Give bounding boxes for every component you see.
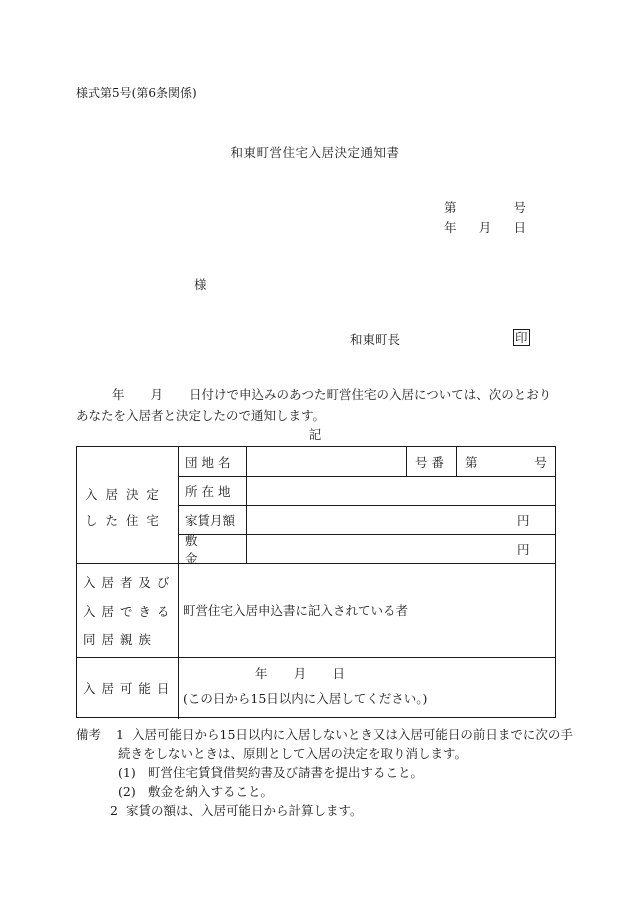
move-in-year: 年 <box>255 666 268 681</box>
move-in-month: 月 <box>293 666 307 681</box>
move-in-note-text: (この日から15日以内に入居してください。) <box>183 691 428 706</box>
family-value: 町営住宅入居申込書に記入されている者 <box>183 603 409 618</box>
section-family-line2-text: 入 居 で き る <box>83 604 171 619</box>
complex-name-label <box>185 447 243 476</box>
section-housing-line1 <box>85 485 171 503</box>
seal-mark: 印 <box>515 330 528 345</box>
number-label <box>415 447 453 476</box>
move-in-note <box>183 688 555 708</box>
note-1-number: 1 <box>116 727 124 742</box>
form-number: 様式第5号(第6条関係) <box>76 86 197 100</box>
note-2-text: 家賃の額は、入居可能日から計算します。 <box>126 803 363 818</box>
date-year: 年 <box>444 220 457 235</box>
date-month: 月 <box>478 220 492 235</box>
section-family-line1 <box>83 573 175 591</box>
section-family-line1-text: 入 居 者 及 び <box>83 575 171 590</box>
sender-name: 和東町長 <box>350 332 401 347</box>
section-family-line3 <box>83 630 175 648</box>
note-sub-1-number: (1) <box>118 765 136 780</box>
body-text: 日付けで申込みのあつた町営住宅の入居については、次のとおりあなたを入居者と決定したので通知します。 <box>76 387 552 423</box>
document-date <box>444 218 526 236</box>
note-sub-2-number: (2) <box>118 784 136 799</box>
note-sub-2-text: 敷金を納入すること。 <box>148 784 274 799</box>
number-suffix: 号 <box>534 454 547 470</box>
move-in-date-field[interactable] <box>255 664 345 682</box>
number-field[interactable] <box>465 447 547 476</box>
section-housing-line2 <box>85 511 171 529</box>
body-paragraph <box>76 384 556 426</box>
number-label-text: 号 番 <box>415 454 444 470</box>
location-label-text: 所 在 地 <box>185 483 231 499</box>
remarks-label: 備考 <box>76 727 102 742</box>
rent-field[interactable] <box>247 505 555 534</box>
rent-unit: 円 <box>517 512 530 528</box>
doc-number-suffix: 号 <box>513 200 526 215</box>
family-field[interactable] <box>183 563 555 657</box>
page-title: 和東町営住宅入居決定通知書 <box>230 145 400 160</box>
move-in-date-label-text: 入 居 可 能 日 <box>83 681 171 696</box>
addressee-suffix: 様 <box>194 277 207 292</box>
section-housing-line1-text: 入 居 決 定 <box>85 487 161 502</box>
remarks <box>76 725 573 820</box>
complex-name-label-text: 団 地 名 <box>185 454 231 470</box>
note-1-line1: 入居可能日から15日以内に入居しないとき又は入居可能日の前日までに次の手 <box>132 727 573 742</box>
complex-name-field[interactable] <box>247 447 406 476</box>
note-1-line2: 続きをしないときは、原則として入居の決定を取り消します。 <box>118 746 468 761</box>
decision-table <box>76 446 556 718</box>
body-year: 年 <box>112 387 125 402</box>
document-number <box>444 198 526 216</box>
note-sub-1-text: 町営住宅賃貸借契約書及び請書を提出すること。 <box>148 765 424 780</box>
section-housing-line2-text: し た 住 宅 <box>85 513 161 528</box>
deposit-unit: 円 <box>517 541 530 557</box>
location-field[interactable] <box>247 476 555 505</box>
location-label <box>185 476 243 505</box>
ki-heading: 記 <box>308 427 322 442</box>
note-2-number: 2 <box>110 803 118 818</box>
section-family-line3-text: 同 居 親 族 <box>83 632 152 647</box>
rent-label-text: 家賃月額 <box>185 512 236 528</box>
section-family-line2 <box>83 602 175 620</box>
body-month: 月 <box>150 387 164 402</box>
date-day: 日 <box>513 220 526 235</box>
move-in-day: 日 <box>332 666 345 681</box>
deposit-label-text: 敷 金 <box>185 532 212 566</box>
doc-number-prefix: 第 <box>444 200 457 215</box>
deposit-field[interactable] <box>247 534 555 563</box>
number-prefix: 第 <box>465 454 478 470</box>
deposit-label <box>185 532 243 566</box>
move-in-date-label <box>83 679 175 697</box>
